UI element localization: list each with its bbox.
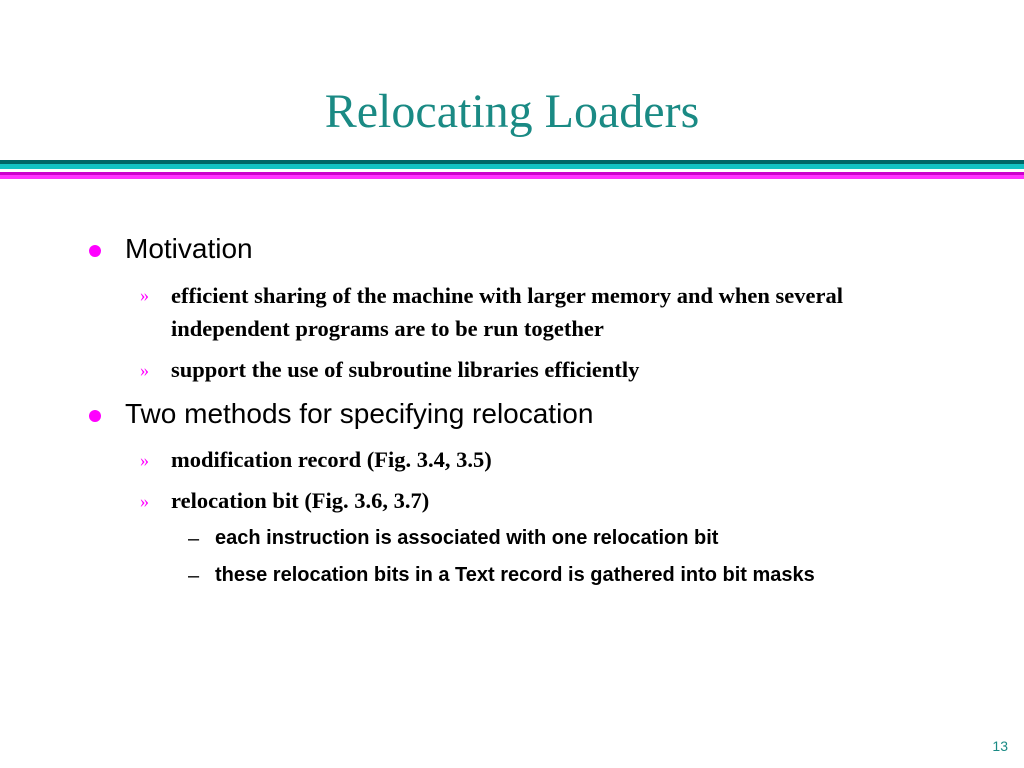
page-number: 13 [992,738,1008,754]
subbullet-modification-record: modification record (Fig. 3.4, 3.5) [171,447,492,472]
detail-item-one-bit-per-instruction: each instruction is associated with one relocation bit [215,527,719,549]
detail-item-bit-masks: these relocation bits in a Text record is gathered into bit masks [215,564,815,586]
subbullet-marker-icon: » [140,285,149,305]
subbullet-marker-icon: » [140,450,149,470]
subbullet-marker-icon: » [140,360,149,380]
dash-marker-icon: – [188,528,200,550]
subbullet-subroutine-libraries: support the use of subroutine libraries efficiently [171,357,640,382]
subbullet-efficient-sharing: efficient sharing of the machine with larger memory and when several independent programs are to be run together [171,283,843,341]
subbullet-relocation-bit: relocation bit (Fig. 3.6, 3.7) [171,488,430,513]
dash-marker-icon: – [188,565,200,587]
slide-title: Relocating Loaders [324,85,700,138]
subbullet-marker-icon: » [140,491,149,511]
section-heading-motivation: Motivation [125,233,253,264]
bullet-dot-icon [89,410,101,422]
title-underline-magenta [0,175,1024,179]
section-heading-two-methods: Two methods for specifying relocation [125,398,594,429]
title-underline-teal [0,164,1024,169]
bullet-dot-icon [89,245,101,257]
